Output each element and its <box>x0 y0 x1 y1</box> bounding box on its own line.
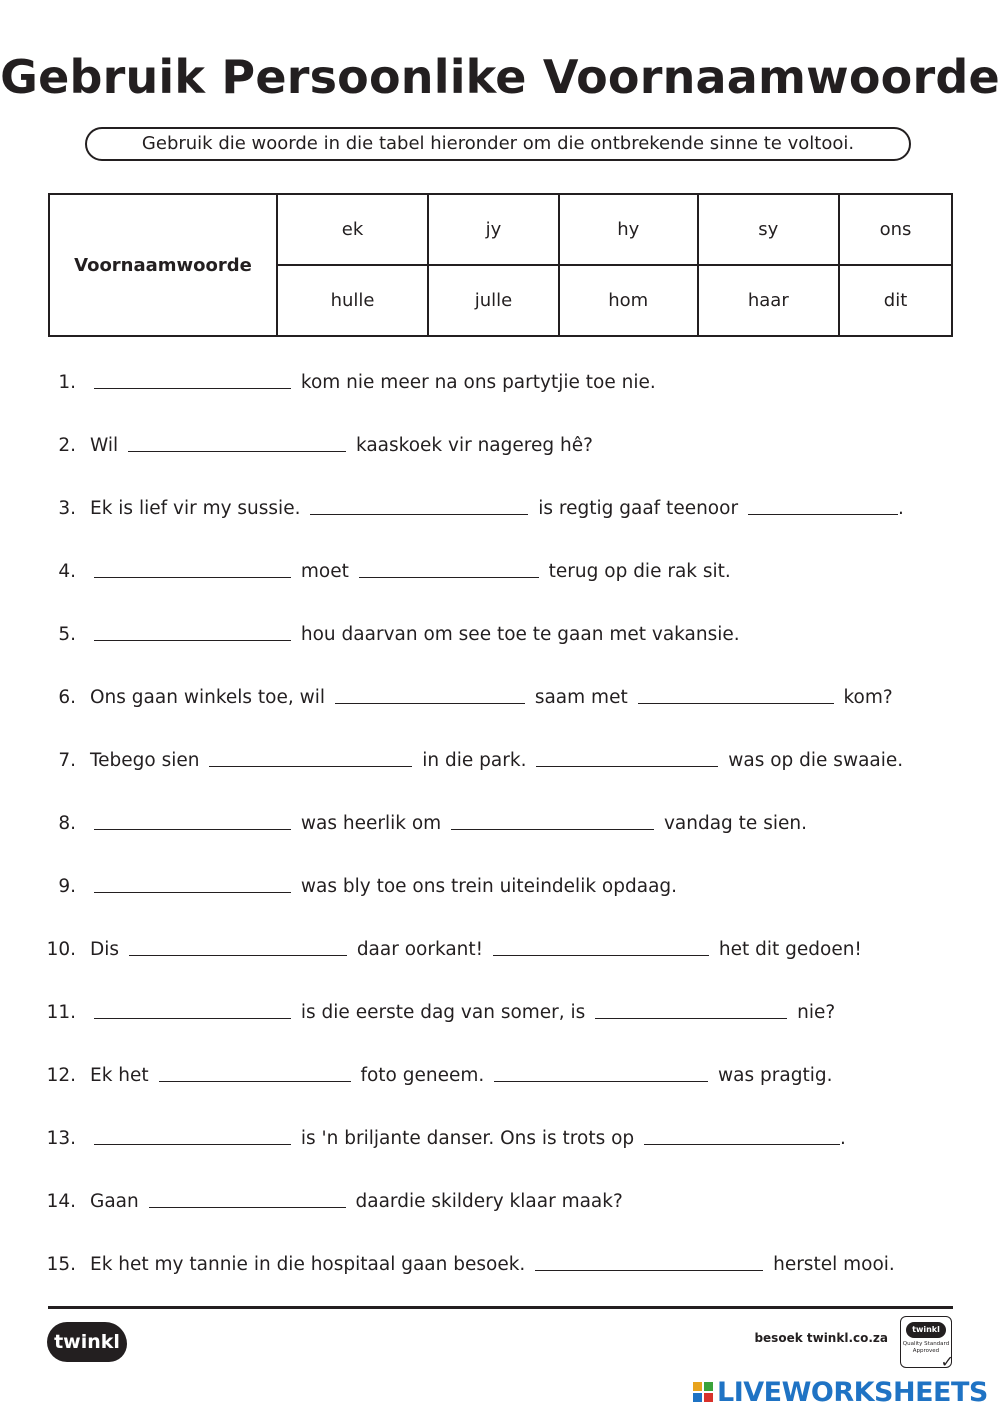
answer-blank[interactable] <box>494 1063 708 1082</box>
twinkl-logo: twinkl <box>47 1322 127 1362</box>
question-3: 3. Ek is lief vir my sussie. is regtig gaaf teenoor . <box>58 498 904 519</box>
answer-blank[interactable] <box>638 685 834 704</box>
page-title: Gebruik Persoonlike Voornaamwoorde <box>0 50 1000 104</box>
question-2: 2. Wil kaaskoek vir nagereg hê? <box>58 435 593 456</box>
answer-blank[interactable] <box>209 748 412 767</box>
answer-blank[interactable] <box>451 811 654 830</box>
question-5: 5. hou daarvan om see toe te gaan met vakansie. <box>58 624 740 645</box>
question-12: 12. Ek het foto geneem. was pragtig. <box>46 1065 833 1086</box>
checkmark-icon: ✓ <box>940 1352 954 1371</box>
visit-link[interactable]: besoek twinkl.co.za <box>754 1331 888 1345</box>
quality-badge <box>900 1316 954 1371</box>
answer-blank[interactable] <box>94 622 291 641</box>
pronoun-cell: julle <box>428 265 559 336</box>
pronoun-cell: haar <box>698 265 840 336</box>
pronoun-cell: hulle <box>277 265 428 336</box>
question-13: 13. is 'n briljante danser. Ons is trots op . <box>46 1128 846 1149</box>
pronoun-cell: dit <box>839 265 952 336</box>
pronoun-cell: ek <box>277 194 428 265</box>
answer-blank[interactable] <box>128 433 346 452</box>
answer-blank[interactable] <box>129 937 347 956</box>
instruction-box: Gebruik die woorde in die tabel hieronder om die ontbrekende sinne te voltooi. <box>85 127 911 161</box>
pronoun-cell: ons <box>839 194 952 265</box>
answer-blank[interactable] <box>535 1252 763 1271</box>
answer-blank[interactable] <box>94 1126 291 1145</box>
question-15: 15. Ek het my tannie in die hospitaal gaan besoek. herstel mooi. <box>46 1254 895 1275</box>
badge-text: Quality Standard Approved <box>902 1341 950 1354</box>
pronoun-table <box>48 193 953 337</box>
question-4: 4. moet terug op die rak sit. <box>58 561 731 582</box>
pronoun-table-label: Voornaamwoorde <box>49 194 277 336</box>
liveworksheets-watermark <box>693 1377 988 1407</box>
pronoun-cell: hy <box>559 194 698 265</box>
answer-blank[interactable] <box>94 811 291 830</box>
question-8: 8. was heerlik om vandag te sien. <box>58 813 807 834</box>
answer-blank[interactable] <box>94 559 291 578</box>
question-6: 6. Ons gaan winkels toe, wil saam met kom? <box>58 687 893 708</box>
question-9: 9. was bly toe ons trein uiteindelik opdaag. <box>58 876 678 897</box>
question-7: 7. Tebego sien in die park. was op die swaaie. <box>58 750 904 771</box>
answer-blank[interactable] <box>310 496 528 515</box>
question-1: 1. kom nie meer na ons partytjie toe nie. <box>58 372 656 393</box>
answer-blank[interactable] <box>595 1000 787 1019</box>
answer-blank[interactable] <box>94 370 291 389</box>
answer-blank[interactable] <box>149 1189 346 1208</box>
answer-blank[interactable] <box>748 496 898 515</box>
question-11: 11. is die eerste dag van somer, is nie? <box>46 1002 836 1023</box>
liveworksheets-text: LIVEWORKSHEETS <box>717 1376 988 1408</box>
liveworksheets-grid-icon <box>693 1382 713 1402</box>
pronoun-table-row <box>49 194 952 265</box>
question-10: 10. Dis daar oorkant! het dit gedoen! <box>46 939 862 960</box>
pronoun-cell: jy <box>428 194 559 265</box>
answer-blank[interactable] <box>159 1063 351 1082</box>
question-14: 14. Gaan daardie skildery klaar maak? <box>46 1191 623 1212</box>
answer-blank[interactable] <box>335 685 525 704</box>
answer-blank[interactable] <box>493 937 709 956</box>
answer-blank[interactable] <box>94 1000 291 1019</box>
answer-blank[interactable] <box>536 748 718 767</box>
badge-logo: twinkl <box>906 1322 946 1338</box>
footer-divider <box>48 1306 953 1309</box>
answer-blank[interactable] <box>644 1126 840 1145</box>
pronoun-cell: sy <box>698 194 840 265</box>
pronoun-cell: hom <box>559 265 698 336</box>
answer-blank[interactable] <box>359 559 539 578</box>
answer-blank[interactable] <box>94 874 291 893</box>
